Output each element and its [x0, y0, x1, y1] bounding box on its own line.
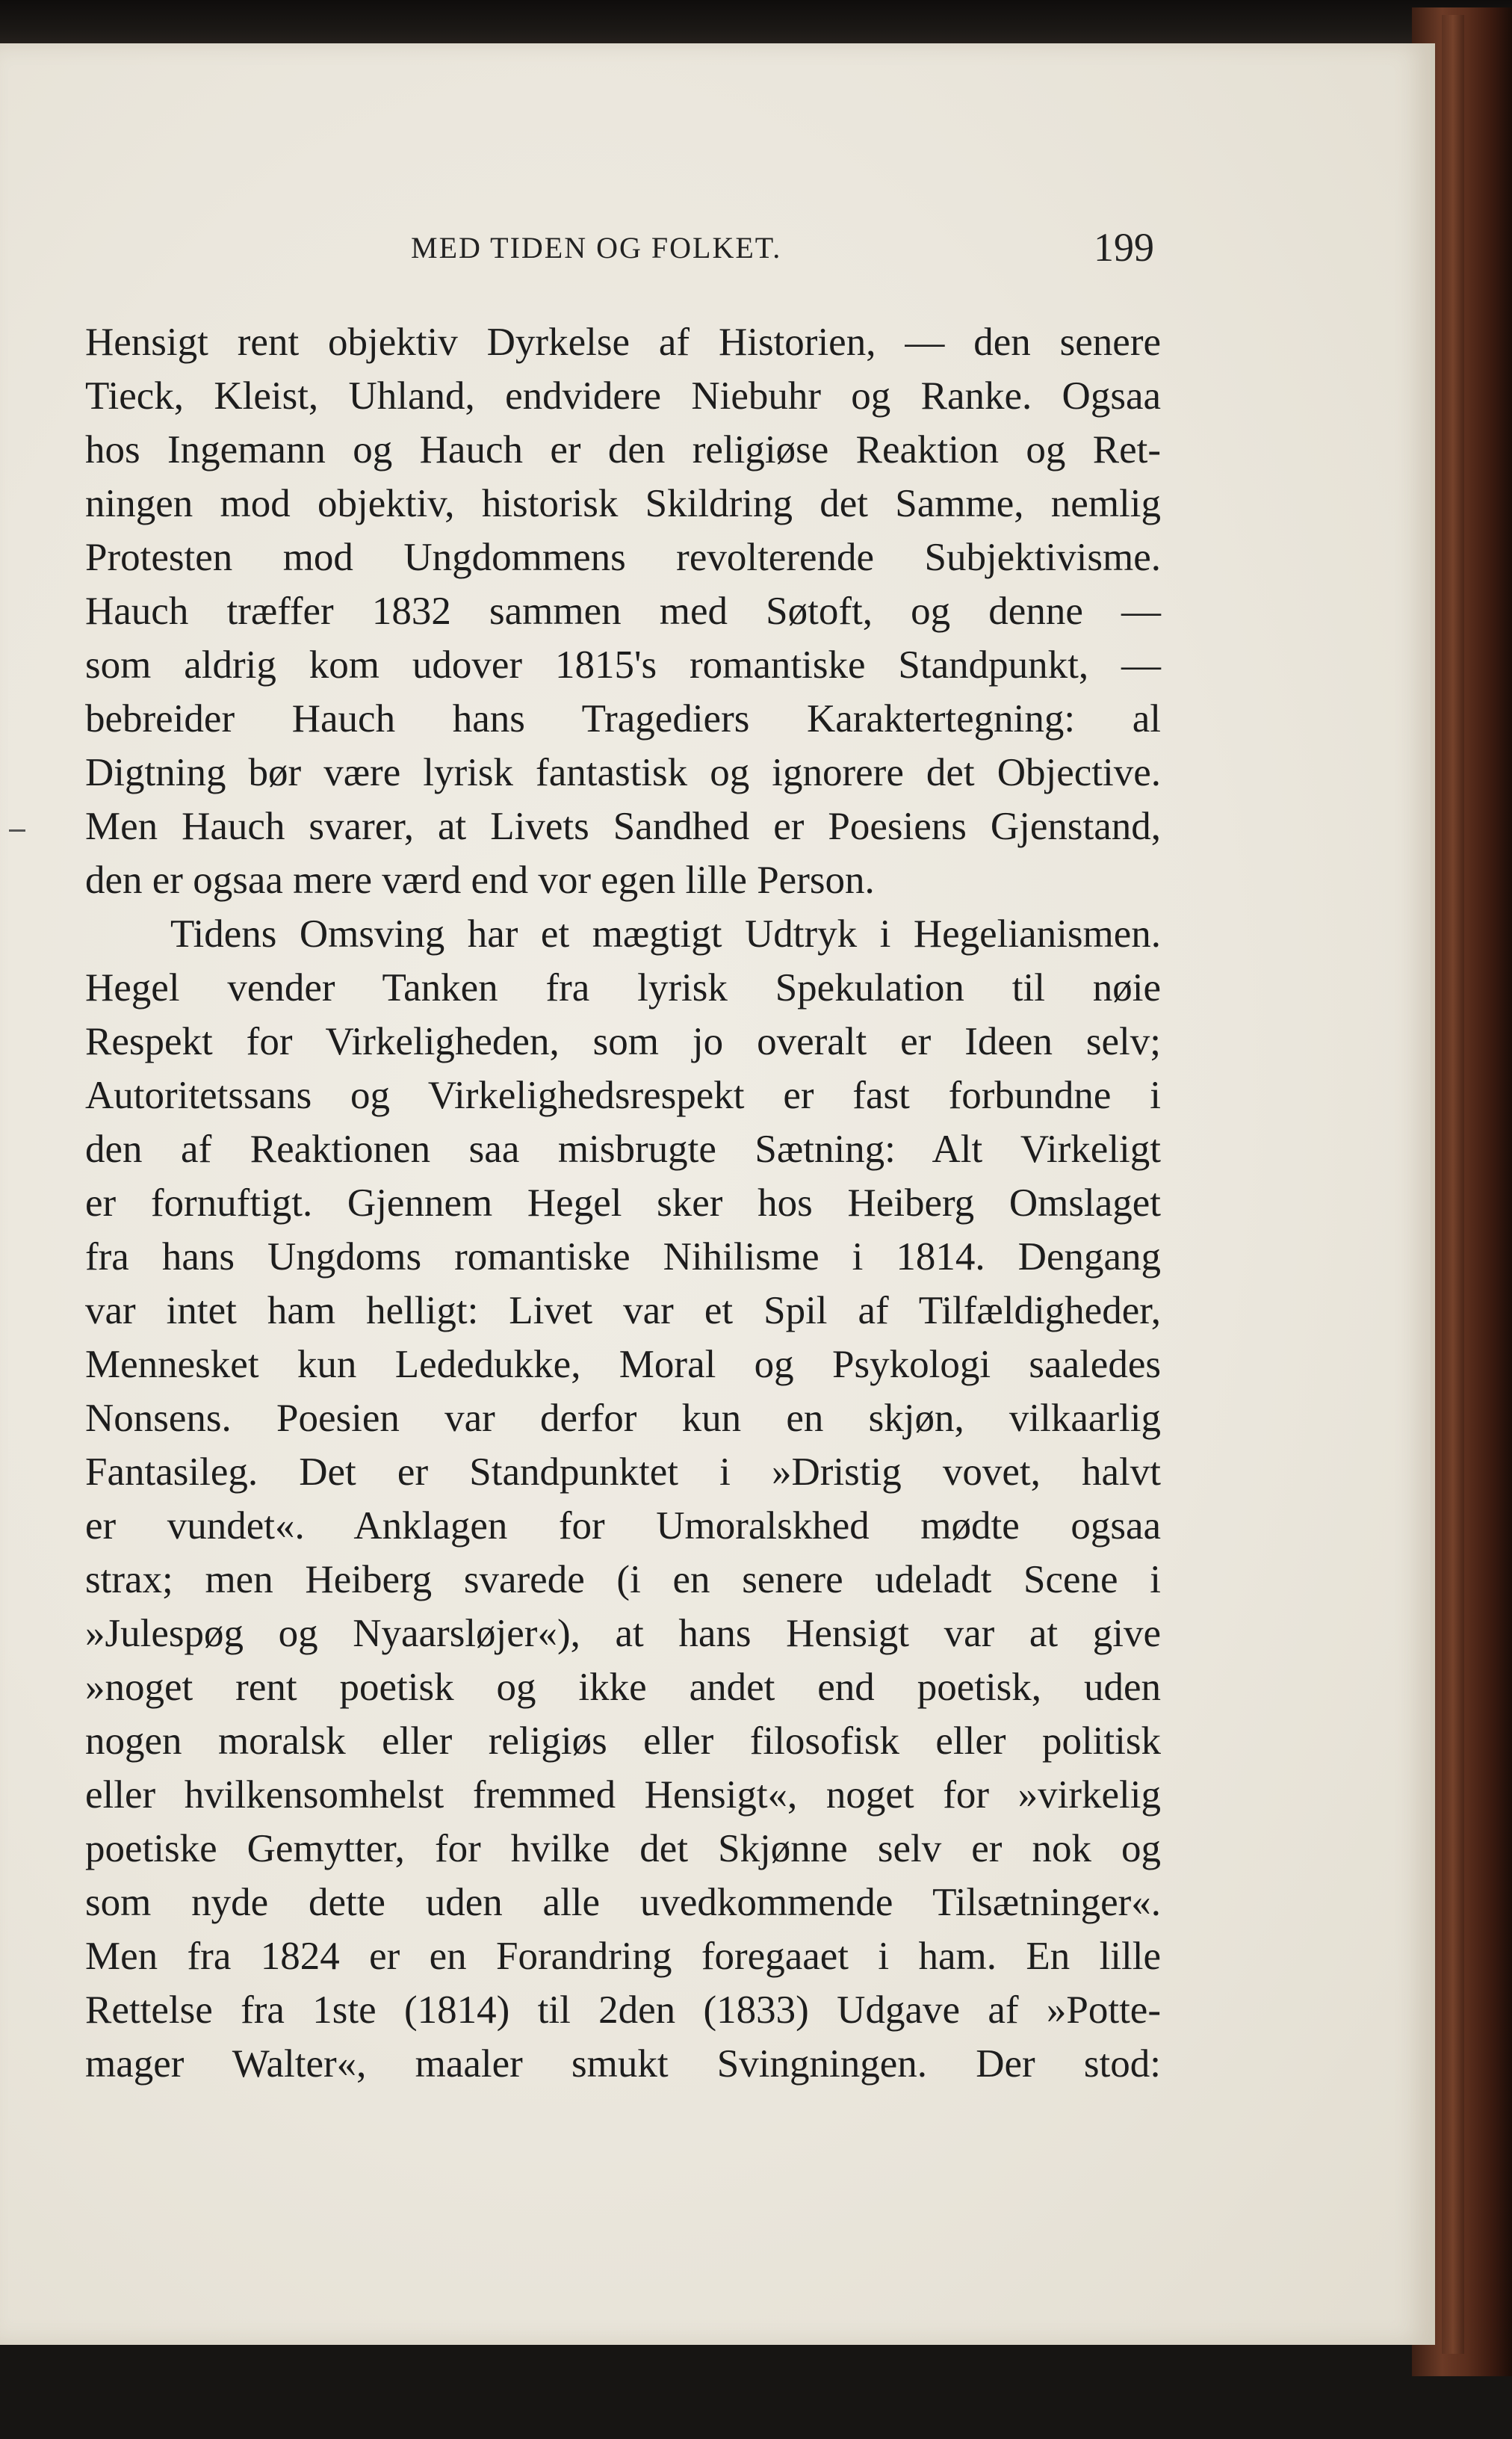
text-line: Mennesket kun Lededukke, Moral og Psykologi saaledes [85, 1343, 1161, 1386]
text-line: nogen moralsk eller religiøs eller filosofisk eller politisk [85, 1719, 1161, 1763]
cover-edge [1442, 15, 1464, 2354]
text-line: mager Walter«, maaler smukt Svingningen. Der stod: [85, 2042, 1161, 2086]
text-line: Men Hauch svarer, at Livets Sandhed er Poesiens Gjenstand, [85, 805, 1161, 848]
running-title: MED TIDEN OG FOLKET. [411, 231, 782, 265]
text-line: »Julespøg og Nyaarsløjer«), at hans Hensigt var at give [85, 1612, 1161, 1655]
text-line: Fantasileg. Det er Standpunktet i »Dristig vovet, halvt [85, 1450, 1161, 1494]
text-line: den af Reaktionen saa misbrugte Sætning: Alt Virkeligt [85, 1128, 1161, 1171]
text-line: Respekt for Virkeligheden, som jo overalt er Ideen selv; [85, 1020, 1161, 1063]
text-line: er fornuftigt. Gjennem Hegel sker hos Heiberg Omslaget [85, 1181, 1161, 1225]
text-line: var intet ham helligt: Livet var et Spil af Tilfældigheder, [85, 1289, 1161, 1332]
margin-mark [9, 829, 25, 832]
text-line: hos Ingemann og Hauch er den religiøse Reaktion og Ret- [85, 428, 1161, 472]
text-line: Protesten mod Ungdommens revolterende Subjektivisme. [85, 536, 1161, 579]
text-line: Rettelse fra 1ste (1814) til 2den (1833) Udgave af »Potte- [85, 1988, 1161, 2032]
text-line: strax; men Heiberg svarede (i en senere udeladt Scene i [85, 1558, 1161, 1601]
text-line: er vundet«. Anklagen for Umoralskhed mødte ogsaa [85, 1504, 1161, 1548]
text-line: Hauch træffer 1832 sammen med Søtoft, og denne — [85, 590, 1161, 633]
text-line: ningen mod objektiv, historisk Skildring det Samme, nemlig [85, 482, 1161, 525]
text-line: Autoritetssans og Virkelighedsrespekt er fast forbundne i [85, 1074, 1161, 1117]
text-line: eller hvilkensomhelst fremmed Hensigt«, noget for »virkelig [85, 1773, 1161, 1817]
text-line: Hensigt rent objektiv Dyrkelse af Historien, — den senere [85, 321, 1161, 364]
text-line: fra hans Ungdoms romantiske Nihilisme i 1814. Dengang [85, 1235, 1161, 1279]
text-line: poetiske Gemytter, for hvilke det Skjønne selv er nok og [85, 1827, 1161, 1870]
page-number: 199 [1094, 225, 1154, 270]
text-line: som aldrig kom udover 1815's romantiske Standpunkt, — [85, 643, 1161, 687]
text-line: Men fra 1824 er en Forandring foregaaet i ham. En lille [85, 1935, 1161, 1978]
text-line: »noget rent poetisk og ikke andet end poetisk, uden [85, 1666, 1161, 1709]
text-line: Hegel vender Tanken fra lyrisk Spekulation til nøie [85, 966, 1161, 1010]
text-line: som nyde dette uden alle uvedkommende Tilsætninger«. [85, 1881, 1161, 1924]
text-line: bebreider Hauch hans Tragediers Karaktertegning: al [85, 697, 1161, 741]
text-line: Digtning bør være lyrisk fantastisk og ignorere det Objective. [85, 751, 1161, 794]
text-line: Nonsens. Poesien var derfor kun en skjøn, vilkaarlig [85, 1397, 1161, 1440]
text-line: den er ogsaa mere værd end vor egen lille Person. [85, 859, 875, 902]
text-line: Tidens Omsving har et mægtigt Udtryk i Hegelianismen. [170, 912, 1161, 956]
text-line: Tieck, Kleist, Uhland, endvidere Niebuhr og Ranke. Ogsaa [85, 374, 1161, 418]
